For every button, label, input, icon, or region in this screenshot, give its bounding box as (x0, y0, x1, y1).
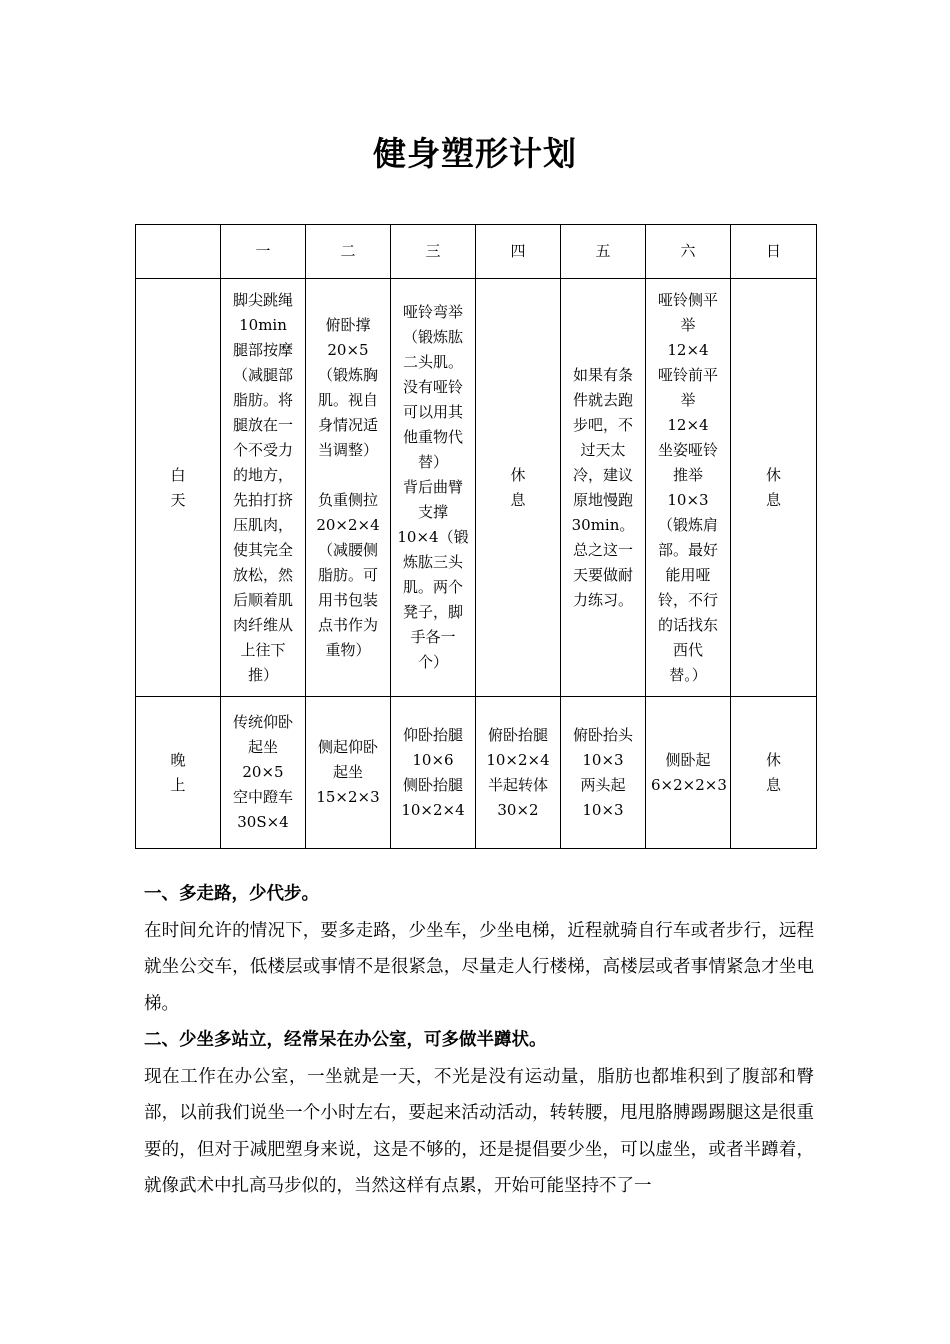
corner-cell (136, 225, 221, 279)
table-row-daytime (136, 279, 817, 697)
day-header: 四 (476, 225, 561, 279)
cell-text: 休 息 (765, 750, 781, 794)
row-label (136, 279, 221, 697)
page-title: 健身塑形计划 (373, 134, 577, 173)
article-body (144, 876, 814, 1205)
table-cell (731, 279, 817, 697)
cell-text: 传统仰卧 起坐 20×5 空中蹬车 30S×4 (232, 713, 293, 831)
table-cell (731, 697, 817, 849)
cell-text: 侧卧起 6×2×2×3 (651, 750, 727, 794)
section-paragraph: 在时间允许的情况下，要多走路，少坐车，少坐电梯，近程就骑自行车或者步行，远程就坐公交车，低楼层或事情不是很紧急，尽量走人行楼梯，高楼层或者事情紧急才坐电梯。 (144, 920, 814, 1014)
cell-text: 脚尖跳绳 10min 腿部按摩 （减腿部 脂肪。将 腿放在一 个不受力 的地方， 先拍打挤 压肌肉， 使其完全 放松，然 后顺着肌 肉纤维从 上往下 推） (232, 290, 293, 684)
cell-text: 仰卧抬腿 10×6 侧卧抬腿 10×2×4 (401, 725, 465, 819)
row-label-text: 晚 上 (170, 750, 186, 794)
day-header: 日 (731, 225, 817, 279)
table-cell (221, 279, 306, 697)
section-heading: 二、少坐多站立，经常呆在办公室，可多做半蹲状。 (144, 1030, 547, 1050)
cell-text: 如果有条 件就去跑 步吧，不 过天太 冷，建议 原地慢跑 30min。 总之这一 天要做耐 力练习。 (571, 365, 635, 609)
day-header: 三 (391, 225, 476, 279)
table-cell (306, 279, 391, 697)
cell-text: 侧起仰卧 起坐 15×2×3 (316, 738, 380, 806)
section-heading: 一、多走路，少代步。 (144, 884, 319, 904)
table-cell (561, 697, 646, 849)
section-paragraph: 现在工作在办公室，一坐就是一天，不光是没有运动量，脂肪也都堆积到了腹部和臀部，以前我们说坐一个小时左右，要起来活动活动，转转腰，甩甩胳膊踢踢腿这是很重要的，但对于减肥塑身来说，这是不够的，还是提倡要少坐，可以虚坐，或者半蹲着，就像武术中扎高马步似的，当然这样有点累，开始可能坚持不了一 (144, 1066, 814, 1196)
cell-text: 休 息 (510, 465, 526, 509)
table-cell (306, 697, 391, 849)
table-cell (476, 697, 561, 849)
table-cell (646, 279, 731, 697)
schedule-table (135, 224, 817, 849)
row-label (136, 697, 221, 849)
day-header: 二 (306, 225, 391, 279)
day-header: 六 (646, 225, 731, 279)
cell-text: 哑铃侧平 举 12×4 哑铃前平 举 12×4 坐姿哑铃 推举 10×3 （锻炼肩 部。最好 能用哑 铃，不行 的话找东 西代 替。） (657, 290, 718, 684)
cell-text: 俯卧抬腿 10×2×4 半起转体 30×2 (486, 725, 550, 819)
cell-text: 休 息 (765, 465, 781, 509)
cell-text: 哑铃弯举 （锻炼肱 二头肌。 没有哑铃 可以用其 他重物代 替） 背后曲臂 支撑 10×4（锻 炼肱三头 肌。两个 凳子，脚 手各一 个） (397, 303, 469, 671)
table-cell (476, 279, 561, 697)
cell-text: 俯卧抬头 10×3 两头起 10×3 (572, 725, 633, 819)
table-header-row (136, 225, 817, 279)
day-header: 一 (221, 225, 306, 279)
table-cell (391, 279, 476, 697)
table-cell (391, 697, 476, 849)
cell-text: 俯卧撑 20×5 （锻炼胸 肌。视自 身情况适 当调整） 负重侧拉 20×2×4 （减腰侧 脂肪。可 用书包装 点书作为 重物） (316, 315, 380, 659)
table-cell (646, 697, 731, 849)
row-label-text: 白 天 (170, 465, 186, 509)
day-header: 五 (561, 225, 646, 279)
table-cell (221, 697, 306, 849)
table-row-evening (136, 697, 817, 849)
table-cell (561, 279, 646, 697)
